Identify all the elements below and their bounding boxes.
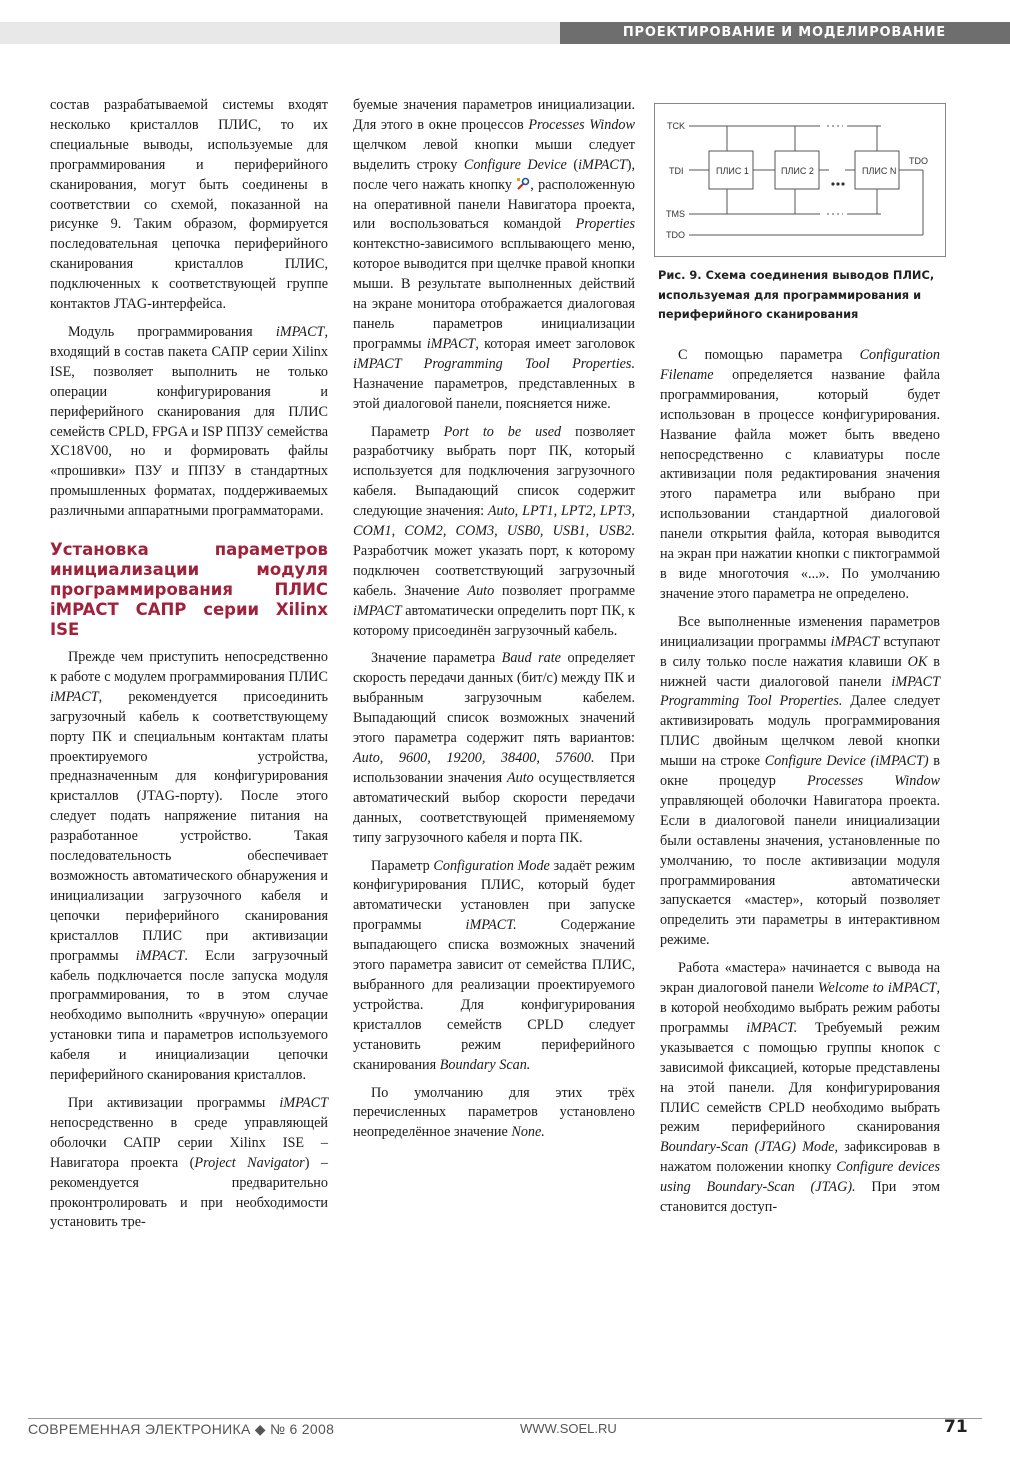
properties-button-icon bbox=[516, 177, 530, 191]
figure-jtag-chain bbox=[654, 103, 946, 257]
footer-rule bbox=[28, 1418, 982, 1419]
paragraph: По умолчанию для этих трёх перечисленных параметров установлено неопределённое значение None. bbox=[353, 1084, 635, 1141]
label-tdo: TDO bbox=[666, 230, 685, 240]
label-tms: TMS bbox=[666, 209, 685, 219]
column-2 bbox=[353, 96, 635, 1151]
label-tck: TCK bbox=[667, 121, 685, 131]
paragraph: буемые значения параметров инициализации. Для этого в окне процессов Processes Window щелчком левой кнопки мыши следует выделить строку Configure Device (iMPACT), после чего нажать кнопку , расположенную на оперативной панели Навигатора проекта, или воспользоваться командой Properties контекстно-зависимого всплывающего меню, которое выводится при щелчке правой кнопки мыши. В результате выполненных действий на экране монитора отображается диалоговая панель параметров инициализации программы iMPACT, которая имеет заголовок iMPACT Programming Tool Properties. Назначение параметров, представленных в этой диалоговой панели, поясняется ниже. bbox=[353, 97, 636, 412]
section-heading: Установка параметров инициализации модуля программирования ПЛИС iMPACT САПР серии Xilinx ISE bbox=[50, 540, 328, 640]
paragraph: Значение параметра Baud rate определяет скорость передачи данных (бит/с) между ПК и выбранным загрузочным кабелем. Выпадающий список возможных значений этого параметра содержит пять вариантов: Auto, 9600, 19200, 38400, 57600. При использовании значения Auto осуществляется автоматический выбор скорости передачи данных, соответствующей применяемому типу загрузочного кабеля и порта ПК. bbox=[353, 650, 635, 846]
paragraph: Прежде чем приступить непосредственно к работе с модулем программирования ПЛИС iMPACT, рекомендуется присоединить загрузочный кабель к соответствующему порту ПК и специальным контактам платы проектируемого устройства, предназначенным для конфигурирования кристаллов (JTAG-порту). После этого следует подать напряжение питания на разработанное устройство. Такая последовательность обеспечивает возможность автоматического обнаружения и инициализации загрузочного кабеля и цепочки периферийного сканирования кристаллов ПЛИС при активизации программы iMPACT. Если загрузочный кабель подключается после запуска модуля программирования, то в этом случае необходимо выполнить «вручную» операции установки типа и параметров используемого кабеля и инициализации цепочки периферийного сканирования кристаллов. bbox=[50, 649, 328, 1084]
paragraph: состав разрабатываемой системы входят несколько кристаллов ПЛИС, то их специальные выводы, используемые для программирования и периферийного сканирования, могут быть соединены в соответствии со схемой, показанной на рисунке 9. Таким образом, формируется последовательная цепочка периферийного сканирования кристаллов ПЛИС, подключенных к соответствующей группе контактов JTAG-интерфейса. bbox=[50, 97, 328, 313]
paragraph: Параметр Configuration Mode задаёт режим конфигурирования ПЛИС, который будет автоматически установлен при запуске программы iMPACT. Содержание выпадающего списка возможных значений этого параметра зависит от семейства ПЛИС, выбранного для реализации проектируемого устройства. Для конфигурирования кристаллов семейств CPLD следует установить режим периферийного сканирования Boundary Scan. bbox=[353, 857, 635, 1073]
paragraph: Работа «мастера» начинается с вывода на экран диалоговой панели Welcome to iMPACT, в которой необходимо выбрать режим работы программы iMPACT. Требуемый режим указывается с помощью группы кнопок с зависимой фиксацией, которые представлены на этой панели. Для конфигурирования ПЛИС семейств CPLD необходимо выбрать режим периферийного сканирования Boundary-Scan (JTAG) Mode, зафиксировав в нажатом положении кнопку Configure devices using Boundary-Scan (JTAG). При этом становится доступ- bbox=[660, 960, 941, 1216]
website-url: WWW.SOEL.RU bbox=[520, 1421, 617, 1436]
magazine-issue: СОВРЕМЕННАЯ ЭЛЕКТРОНИКА ◆ № 6 2008 bbox=[28, 1421, 335, 1437]
chip-n-label: ПЛИС N bbox=[862, 166, 897, 176]
chip-2-label: ПЛИС 2 bbox=[781, 166, 814, 176]
column-3 bbox=[660, 346, 940, 1226]
header-bar-light bbox=[0, 22, 560, 44]
paragraph: При активизации программы iMPACT непосредственно в среде управляющей оболочки САПР серии Xilinx ISE – Навигатора проекта (Project Navigator) – рекомендуется предварительно проконтролировать и при необходимости установить тре- bbox=[50, 1094, 328, 1231]
paragraph: Параметр Port to be used позволяет разработчику выбрать порт ПК, который используется для подключения загрузочного кабеля. Выпадающий список содержит следующие значения: Auto, LPT1, LPT2, LPT3, COM1, COM2, COM3, USB0, USB1, USB2. Разработчик может указать порт, к которому подключен соответствующий загрузочный кабель. Значение Auto позволяет программе iMPACT автоматически определить порт ПК, к которому присоединён загрузочный кабель. bbox=[353, 423, 636, 639]
paragraph: С помощью параметра Configuration Filename определяется название файла программирования, который будет использован в процессе конфигурирования. Название файла может быть введено непосредственно с клавиатуры после активизации поля редактирования значения этого параметра или выбрано при использовании стандартной диалоговой панели открытия файла, которая выводится на экран при нажатии кнопки с пиктограммой в виде многоточия «...». По умолчанию значение этого параметра не определено. bbox=[660, 347, 940, 602]
jtag-chain-diagram bbox=[655, 104, 945, 256]
section-title: ПРОЕКТИРОВАНИЕ И МОДЕЛИРОВАНИЕ bbox=[622, 25, 946, 40]
chip-1-label: ПЛИС 1 bbox=[716, 166, 749, 176]
header-bar bbox=[0, 22, 1010, 44]
page-number: 71 bbox=[944, 1417, 968, 1437]
figure-caption: Рис. 9. Схема соединения выводов ПЛИС, используемая для программирования и периферийного сканирования bbox=[658, 268, 935, 321]
paragraph: Модуль программирования iMPACT, входящий в состав пакета САПР серии Xilinx ISE, позволяет выполнить не только операции конфигурирования и периферийного сканирования для ПЛИС семейств CPLD, FPGA и ISP ППЗУ семейства XC18V00, но и формировать файлы «прошивки» ПЗУ и ППЗУ в стандартных промышленных форматах, поддерживаемых различными аппаратными программаторами. bbox=[50, 323, 328, 520]
label-tdo-out: TDO bbox=[909, 156, 928, 166]
label-tdi: TDI bbox=[669, 166, 684, 176]
paragraph: Все выполненные изменения параметров инициализации программы iMPACT вступают в силу только после нажатия клавиши OK в нижней части диалоговой панели iMPACT Programming Tool Properties. Далее следует активизировать модуль программирования ПЛИС двойным щелчком левой кнопки мыши на строке Configure Device (iMPACT) в окне процедур Processes Window управляющей оболочки Навигатора проекта. Если в диалоговой панели инициализации были оставлены значения, установленные по умолчанию, то после активизации модуля программирования автоматически запускается «мастер», который позволяет определить эти параметры в интерактивном режиме. bbox=[660, 613, 940, 949]
column-1 bbox=[50, 96, 328, 1241]
